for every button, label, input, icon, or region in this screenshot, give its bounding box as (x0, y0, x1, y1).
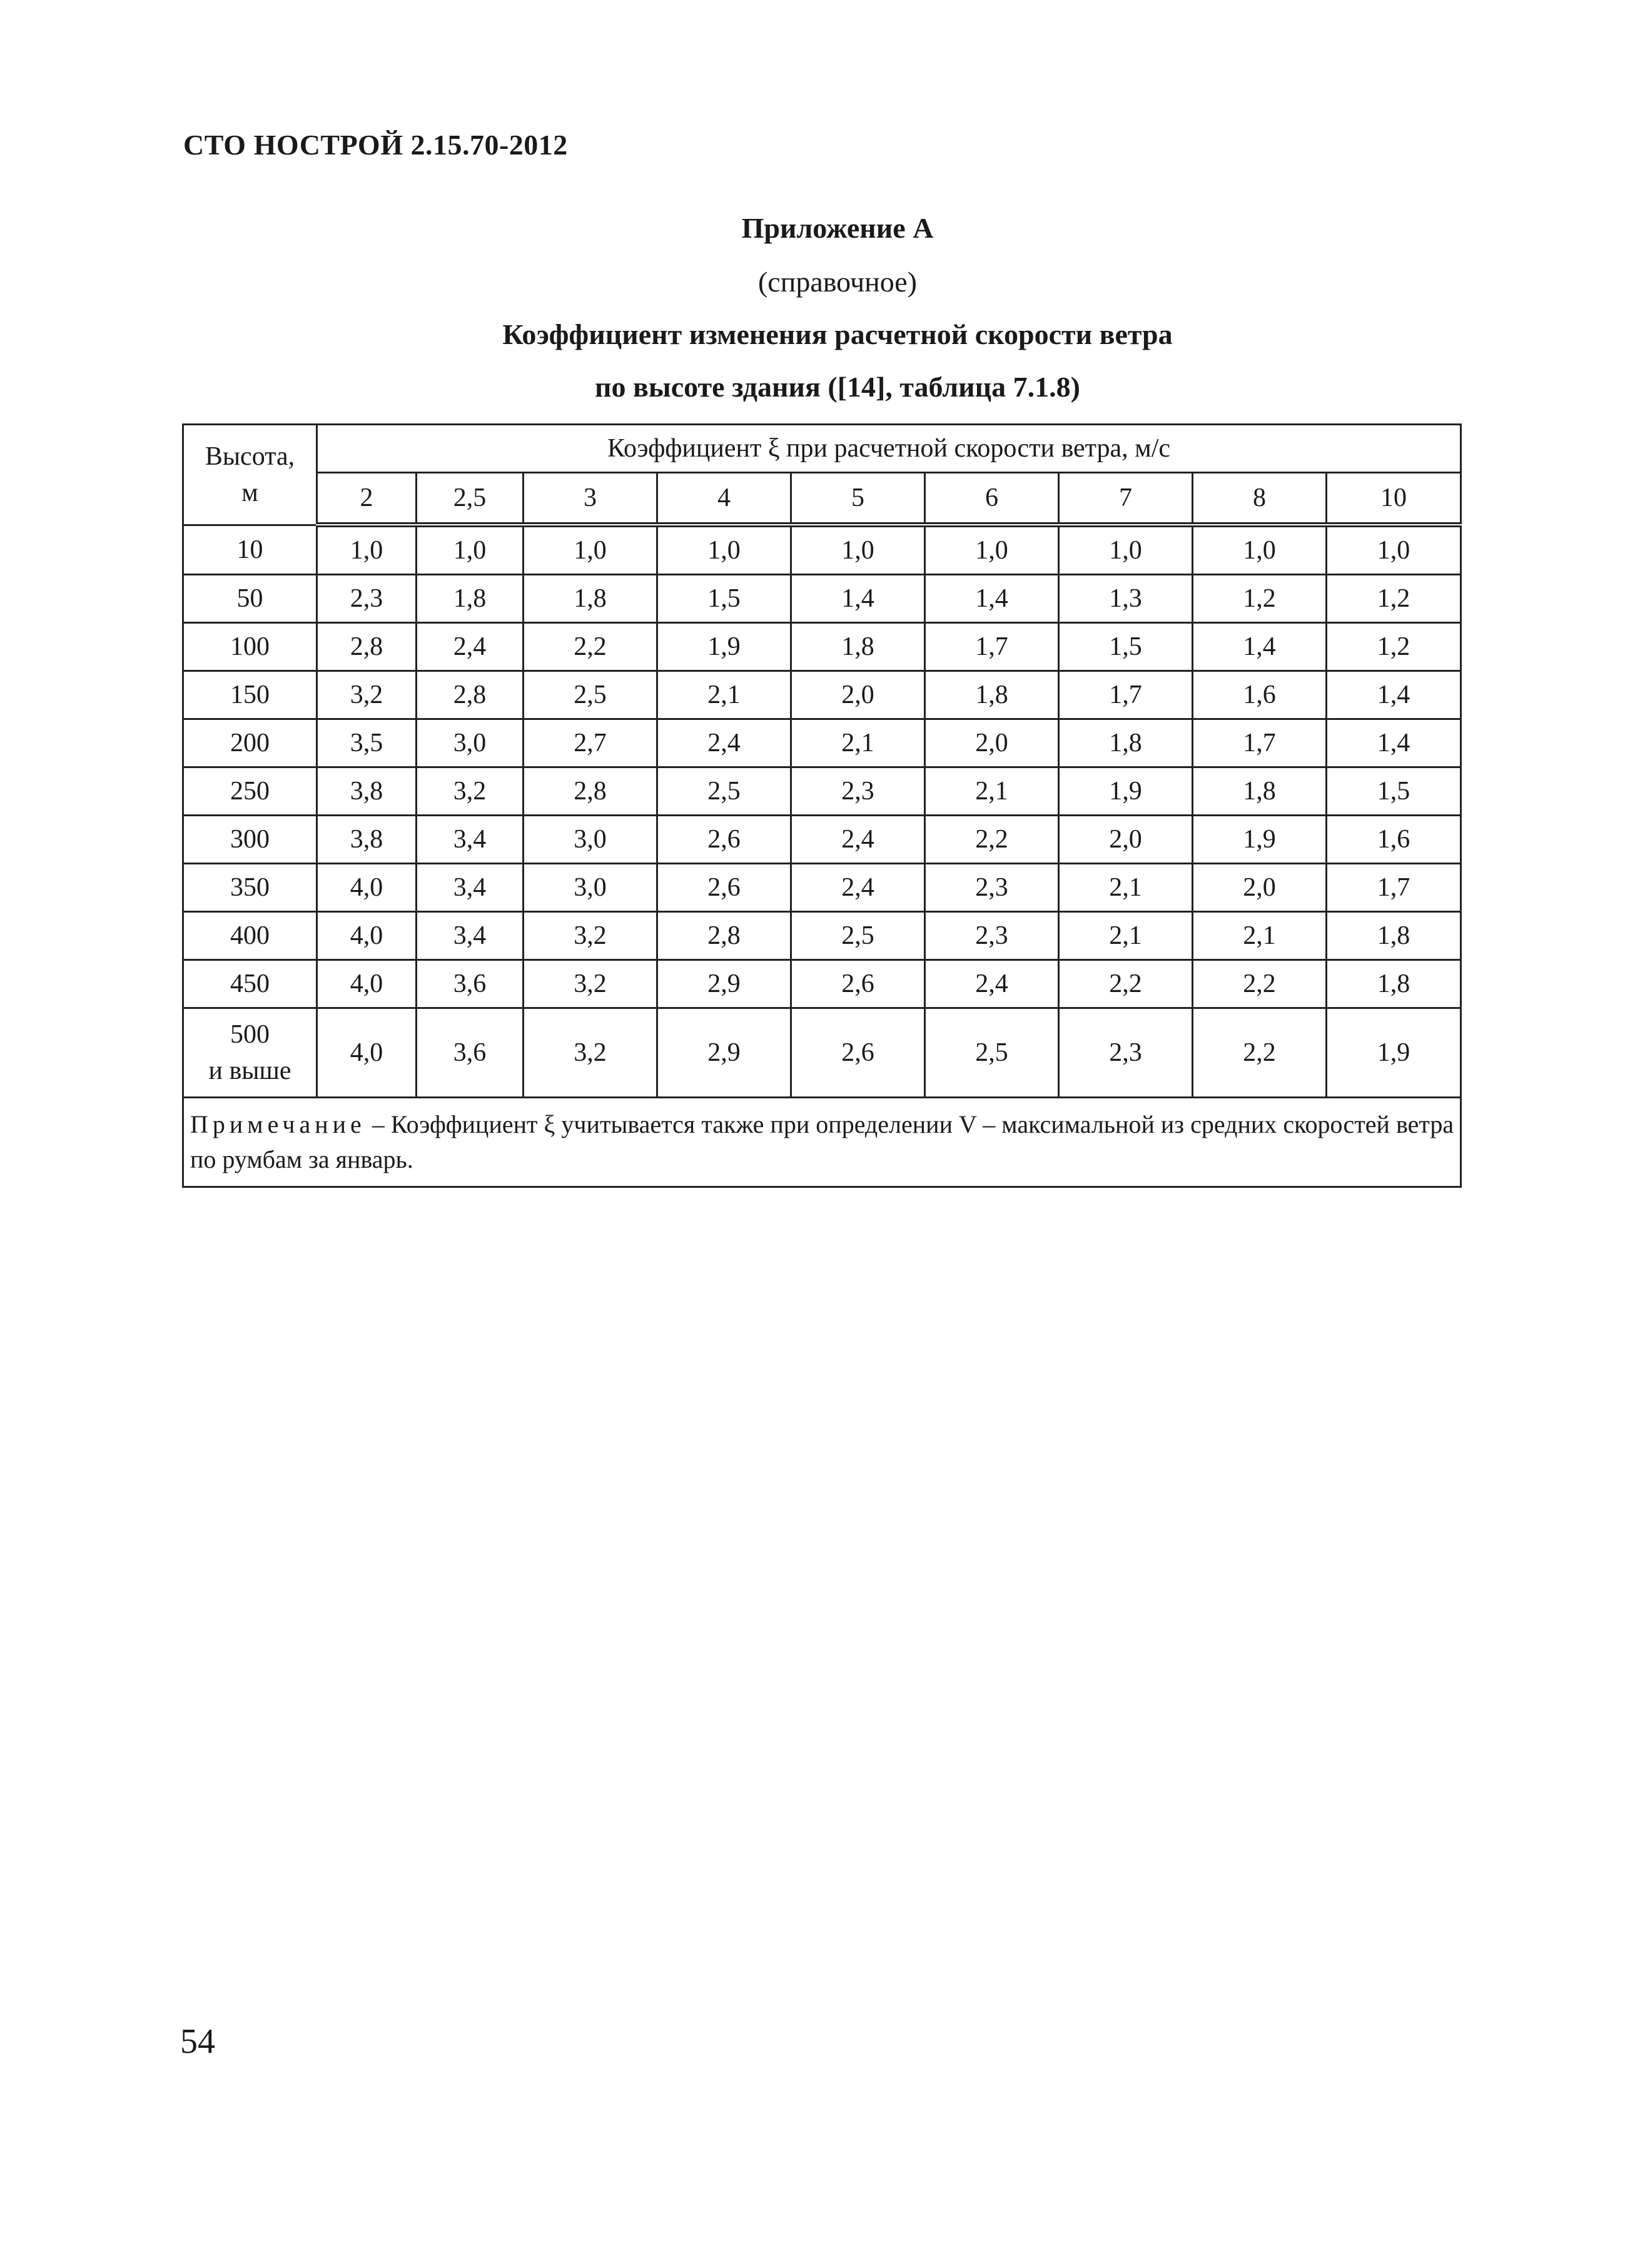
table-title-line-2: по высоте здания ([14], таблица 7.1.8) (594, 371, 1080, 403)
coefficient-cell: 2,8 (524, 767, 657, 816)
coefficient-cell: 3,4 (417, 864, 524, 912)
coefficient-cell: 2,1 (1059, 912, 1193, 960)
coefficient-cell: 1,9 (1193, 816, 1327, 864)
coefficient-cell: 3,2 (524, 912, 657, 960)
coefficient-cell: 2,2 (925, 816, 1059, 864)
height-cell: 400 (183, 912, 317, 960)
coefficient-cell: 2,1 (657, 671, 791, 719)
coefficient-cell: 2,9 (657, 960, 791, 1008)
coefficient-cell: 2,7 (524, 719, 657, 767)
coefficient-header-cell: Коэффициент ξ при расчетной скорости ветра, м/с (317, 425, 1461, 473)
coefficient-cell: 2,8 (657, 912, 791, 960)
speed-header-cell: 7 (1059, 473, 1193, 525)
coefficient-cell: 1,9 (1327, 1008, 1461, 1098)
speed-header-cell: 10 (1327, 473, 1461, 525)
table-row (183, 623, 1461, 671)
coefficient-cell: 1,8 (1327, 912, 1461, 960)
table-row (183, 671, 1461, 719)
speed-header-cell: 6 (925, 473, 1059, 525)
coefficient-cell: 2,3 (925, 864, 1059, 912)
coefficient-cell: 1,4 (1193, 623, 1327, 671)
table-header-row (183, 425, 1461, 473)
coefficient-cell: 1,9 (1059, 767, 1193, 816)
coefficient-cell: 1,0 (1193, 525, 1327, 575)
height-cell (183, 1008, 317, 1098)
table-title-line-1: Коэффициент изменения расчетной скорости ветра (502, 318, 1173, 350)
coefficient-cell: 2,3 (791, 767, 925, 816)
coefficient-cell: 3,2 (317, 671, 417, 719)
speed-header-cell: 4 (657, 473, 791, 525)
coefficient-cell: 1,0 (317, 525, 417, 575)
coefficient-cell: 2,8 (417, 671, 524, 719)
coefficient-cell: 3,6 (417, 960, 524, 1008)
coefficient-cell: 2,1 (1059, 864, 1193, 912)
coefficient-cell: 2,4 (417, 623, 524, 671)
table-note-row (183, 1098, 1461, 1187)
coefficient-cell: 1,5 (1059, 623, 1193, 671)
height-cell: 10 (183, 525, 317, 575)
coefficient-cell: 2,2 (1193, 1008, 1327, 1098)
appendix-title: Приложение А (741, 212, 934, 244)
note-text: – Коэффициент ξ учитывается также при определении V – максимальной из средних скоростей ветра по румбам за январь. (190, 1110, 1454, 1173)
height-cell: 350 (183, 864, 317, 912)
coefficient-cell: 1,8 (1193, 767, 1327, 816)
coefficient-cell: 4,0 (317, 1008, 417, 1098)
wind-coefficient-table (182, 423, 1462, 1188)
table-row (183, 719, 1461, 767)
coefficient-cell: 2,5 (657, 767, 791, 816)
height-value: 500 (230, 1020, 270, 1049)
coefficient-cell: 1,0 (524, 525, 657, 575)
coefficient-cell: 2,8 (317, 623, 417, 671)
coefficient-cell: 1,8 (1059, 719, 1193, 767)
coefficient-cell: 1,7 (1059, 671, 1193, 719)
coefficient-cell: 2,0 (1059, 816, 1193, 864)
coefficient-cell: 2,2 (1193, 960, 1327, 1008)
coefficient-cell: 2,6 (791, 960, 925, 1008)
coefficient-cell: 1,0 (657, 525, 791, 575)
coefficient-cell: 2,2 (524, 623, 657, 671)
coefficient-cell: 1,0 (417, 525, 524, 575)
height-cell: 50 (183, 575, 317, 623)
coefficient-cell: 2,4 (657, 719, 791, 767)
height-header-cell (183, 425, 317, 525)
speed-header-row (183, 473, 1461, 525)
coefficient-cell: 1,8 (417, 575, 524, 623)
height-header-label: Высота, (205, 442, 295, 471)
coefficient-cell: 1,0 (925, 525, 1059, 575)
coefficient-cell: 4,0 (317, 864, 417, 912)
coefficient-cell: 1,4 (925, 575, 1059, 623)
coefficient-cell: 2,1 (925, 767, 1059, 816)
coefficient-cell: 1,4 (1327, 671, 1461, 719)
note-label: Примечание (190, 1110, 366, 1138)
height-cell: 300 (183, 816, 317, 864)
table-row (183, 767, 1461, 816)
coefficient-cell: 1,0 (1059, 525, 1193, 575)
coefficient-cell: 2,9 (657, 1008, 791, 1098)
coefficient-cell: 3,0 (524, 816, 657, 864)
coefficient-cell: 3,2 (524, 1008, 657, 1098)
coefficient-cell: 2,1 (791, 719, 925, 767)
speed-header-cell: 5 (791, 473, 925, 525)
coefficient-cell: 2,3 (925, 912, 1059, 960)
coefficient-cell: 1,6 (1193, 671, 1327, 719)
coefficient-cell: 1,7 (925, 623, 1059, 671)
table-row (183, 960, 1461, 1008)
coefficient-cell: 2,4 (791, 816, 925, 864)
coefficient-cell: 2,6 (657, 864, 791, 912)
coefficient-cell: 2,5 (925, 1008, 1059, 1098)
coefficient-cell: 1,2 (1327, 575, 1461, 623)
speed-header-cell: 8 (1193, 473, 1327, 525)
coefficient-cell: 4,0 (317, 912, 417, 960)
coefficient-cell: 3,4 (417, 912, 524, 960)
coefficient-cell: 1,8 (791, 623, 925, 671)
height-cell: 450 (183, 960, 317, 1008)
coefficient-cell: 2,4 (925, 960, 1059, 1008)
coefficient-cell: 2,5 (791, 912, 925, 960)
coefficient-cell: 1,8 (1327, 960, 1461, 1008)
coefficient-cell: 1,8 (524, 575, 657, 623)
coefficient-cell: 1,4 (791, 575, 925, 623)
height-cell: 250 (183, 767, 317, 816)
height-cell: 200 (183, 719, 317, 767)
height-value-suffix: и выше (208, 1056, 291, 1085)
coefficient-cell: 1,0 (1327, 525, 1461, 575)
coefficient-cell: 3,8 (317, 767, 417, 816)
coefficient-cell: 1,2 (1327, 623, 1461, 671)
coefficient-cell: 1,3 (1059, 575, 1193, 623)
coefficient-cell: 3,2 (524, 960, 657, 1008)
coefficient-cell: 2,6 (791, 1008, 925, 1098)
table-row (183, 525, 1461, 575)
coefficient-cell: 1,7 (1327, 864, 1461, 912)
speed-header-cell: 2 (317, 473, 417, 525)
coefficient-cell: 1,6 (1327, 816, 1461, 864)
coefficient-cell: 1,7 (1193, 719, 1327, 767)
coefficient-cell: 1,4 (1327, 719, 1461, 767)
table-row (183, 1008, 1461, 1098)
coefficient-cell: 2,2 (1059, 960, 1193, 1008)
height-cell: 100 (183, 623, 317, 671)
coefficient-cell: 2,6 (657, 816, 791, 864)
coefficient-cell: 3,2 (417, 767, 524, 816)
coefficient-cell: 1,9 (657, 623, 791, 671)
page-number: 54 (180, 2022, 215, 2061)
table-note (183, 1098, 1461, 1187)
coefficient-cell: 1,5 (1327, 767, 1461, 816)
height-header-unit: м (241, 478, 258, 507)
coefficient-cell: 4,0 (317, 960, 417, 1008)
coefficient-cell: 2,1 (1193, 912, 1327, 960)
speed-header-cell: 3 (524, 473, 657, 525)
table-row (183, 816, 1461, 864)
appendix-type: (справочное) (757, 266, 918, 298)
table-row (183, 575, 1461, 623)
coefficient-cell: 3,5 (317, 719, 417, 767)
coefficient-cell: 2,5 (524, 671, 657, 719)
coefficient-cell: 1,2 (1193, 575, 1327, 623)
document-code: СТО НОСТРОЙ 2.15.70-2012 (183, 129, 568, 161)
coefficient-cell: 2,0 (791, 671, 925, 719)
coefficient-cell: 3,4 (417, 816, 524, 864)
speed-header-cell: 2,5 (417, 473, 524, 525)
coefficient-cell: 2,0 (925, 719, 1059, 767)
coefficient-cell: 3,8 (317, 816, 417, 864)
coefficient-cell: 1,0 (791, 525, 925, 575)
table-row (183, 912, 1461, 960)
table-row (183, 864, 1461, 912)
coefficient-cell: 3,6 (417, 1008, 524, 1098)
coefficient-cell: 2,3 (317, 575, 417, 623)
height-cell: 150 (183, 671, 317, 719)
coefficient-cell: 3,0 (524, 864, 657, 912)
coefficient-cell: 2,0 (1193, 864, 1327, 912)
coefficient-cell: 2,4 (791, 864, 925, 912)
coefficient-cell: 2,3 (1059, 1008, 1193, 1098)
coefficient-cell: 3,0 (417, 719, 524, 767)
coefficient-cell: 1,5 (657, 575, 791, 623)
coefficient-cell: 1,8 (925, 671, 1059, 719)
